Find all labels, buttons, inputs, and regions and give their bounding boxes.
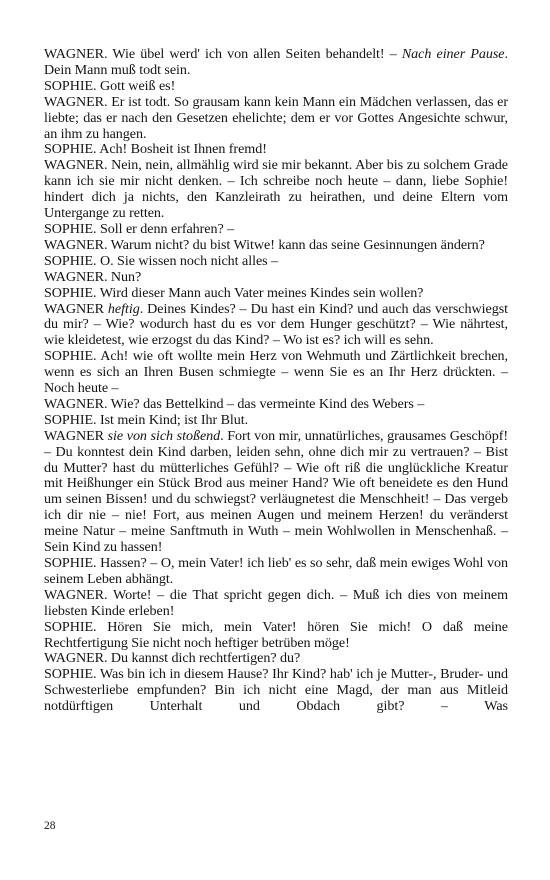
dialogue-text: WAGNER. Du kannst dich rechtfertigen? du? [44,650,301,667]
stage-direction: heftig [107,300,140,317]
dialogue-paragraph [44,222,508,238]
dialogue-text: SOPHIE. Soll er denn erfahren? – [44,220,235,237]
dialogue-paragraph [44,286,508,302]
dialogue-paragraph [44,238,508,254]
dialogue-text: WAGNER. Wie übel werd' ich von allen Seiten behandelt! – [44,46,402,62]
dialogue-paragraph [44,254,508,270]
dialogue-paragraph [44,95,508,143]
dialogue-text: WAGNER. Nein, nein, allmählig wird sie mir bekannt. Aber bis zu solchem Grade kann ich sie mir nicht denken. – Ich schreibe noch heute – dann, liebe Sophie! hindert dich ja nichts, den Kanzleirath zu heirathen, und deine Eltern vom Untergange zu retten. [44,157,508,222]
dialogue-paragraph [44,556,508,588]
dialogue-paragraph [44,302,508,350]
dialogue-text: . Fort von mir, unnatürliches, grausames Geschöpf! – Du konntest dein Kind darben, leiden sehn, ohne dich mir zu vertrauen? – Bist du Mutter? hast du mütterliches Gefühl? – Wie oft riß die unglückliche Kreatur mit Heißhunger ein Stück Brod aus meiner Hand? Wie oft beneidete es den Hund um seinen Bissen! und du schwiegst? verläugnetest die Menschheit! – Das vergeb ich dir nie – nie! Fort, aus meinen Augen und meinem Herzen! du veränderst meine Natur – meine Sanftmuth in Wuth – mein Wohlwollen in Menschenhaß. – Sein Kind zu hassen! [44,427,509,556]
dialogue-paragraph [44,620,508,652]
dialogue-text: SOPHIE. Hassen? – O, mein Vater! ich lieb' es so sehr, daß mein ewiges Wohl von seinem Leben abhängt. [44,555,508,587]
dialogue-text: SOPHIE. O. Sie wissen noch nicht alles – [44,252,279,269]
dialogue-text: WAGNER. Nun? [44,268,142,285]
dialogue-paragraph [44,79,508,95]
dialogue-text: . Deines Kindes? – Du hast ein Kind? und auch das verschwiegst du mir? – Wie? wodurch hast du es vor dem Hunger geschützt? – Wie nährtest, wie kleidetest, wie erzogst du das Kind? – Wo ist es? ich will es sehn. [44,300,508,349]
stage-direction: sie von sich stoßend [107,427,221,444]
page-number: 28 [44,820,56,832]
dialogue-text: WAGNER. Warum nicht? du bist Witwe! kann das seine Gesinnungen ändern? [44,236,485,253]
dialogue-paragraph [44,397,508,413]
dialogue-text: WAGNER [44,300,108,317]
dialogue-text: SOPHIE. Was bin ich in diesem Hause? Ihr Kind? hab' ich je Mutter-, Bruder- und Schwesterliebe empfunden? Bin ich nicht eine Magd, der man aus Mitleid notdürftigen Unterhalt und Obdach gibt? – Was [44,666,508,715]
dialogue-paragraph [44,349,508,397]
dialogue-paragraph [44,429,508,556]
dialogue-paragraph [44,142,508,158]
dialogue-text: SOPHIE. Ach! wie oft wollte mein Herz von Wehmuth und Zärtlichkeit brechen, wenn es sich an Ihren Busen schmiegte – wenn Sie es an Ihr Herz drückten. – Noch heute – [44,348,508,397]
dialogue-paragraph [44,413,508,429]
dialogue-text: . Dein Mann muß todt sein. [44,46,508,78]
dialogue-paragraph [44,158,508,222]
stage-direction: Nach einer Pause [401,46,505,62]
dialogue-paragraph [44,47,508,79]
dialogue-paragraph [44,270,508,286]
dialogue-text: SOPHIE. Hören Sie mich, mein Vater! hören Sie mich! O daß meine Rechtfertigung Sie nicht noch heftiger betrüben möge! [44,618,508,651]
dialogue-text: SOPHIE. Ist mein Kind; ist Ihr Blut. [44,411,249,428]
dialogue-paragraph [44,651,508,667]
dialogue-text: WAGNER [44,427,108,444]
dialogue-text: SOPHIE. Gott weiß es! [44,77,176,94]
dialogue-paragraph [44,667,508,715]
play-text [44,47,508,715]
dialogue-text: WAGNER. Wie? das Bettelkind – das vermeinte Kind des Webers – [44,395,425,412]
dialogue-paragraph [44,588,508,620]
dialogue-text: WAGNER. Er ist todt. So grausam kann kein Mann ein Mädchen verlassen, das er liebte; das er nach den Gesetzen ehelichte; dem er vor Gottes Angesichte schwur, an ihm zu hangen. [44,93,508,142]
dialogue-text: SOPHIE. Wird dieser Mann auch Vater meines Kindes sein wollen? [44,284,424,301]
dialogue-text: WAGNER. Worte! – die That spricht gegen dich. – Muß ich dies von meinem liebsten Kinde erleben! [44,586,508,619]
dialogue-text: SOPHIE. Ach! Bosheit ist Ihnen fremd! [44,141,267,158]
